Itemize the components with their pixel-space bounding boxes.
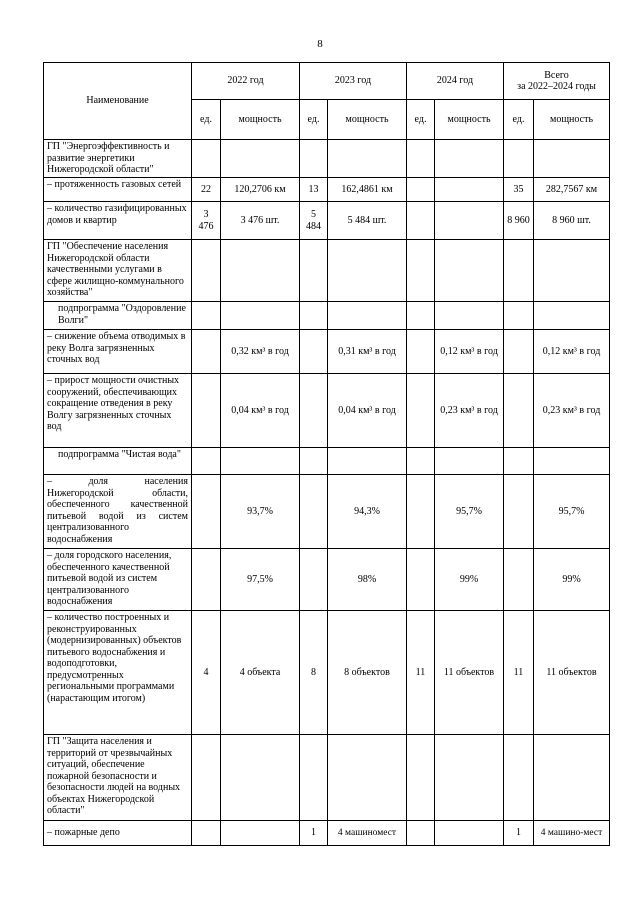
- row-name: – прирост мощности очистных сооружений, обеспечивающих сокращение отведения в реку Волгу загрязненных сточных вод: [44, 374, 192, 448]
- cell: [192, 475, 221, 549]
- cell: 22: [192, 178, 221, 202]
- cell: [534, 240, 610, 302]
- cell: 120,2706 км: [221, 178, 300, 202]
- cell: [221, 821, 300, 846]
- cell: [300, 330, 328, 374]
- header-power: мощность: [534, 100, 610, 140]
- cell: 11: [504, 611, 534, 735]
- cell: [407, 140, 435, 178]
- cell: 13: [300, 178, 328, 202]
- cell: [328, 240, 407, 302]
- table-row: [44, 140, 610, 178]
- row-name: – доля городского населения, обеспеченного качественной питьевой водой из систем централизованного водоснабжения: [44, 549, 192, 611]
- cell: [504, 330, 534, 374]
- cell: [504, 549, 534, 611]
- cell: [504, 302, 534, 330]
- cell: [328, 302, 407, 330]
- row-name: – пожарные депо: [44, 821, 192, 846]
- cell: [407, 178, 435, 202]
- cell: [435, 178, 504, 202]
- cell: [192, 240, 221, 302]
- header-total: [504, 63, 610, 100]
- cell: 0,04 км³ в год: [328, 374, 407, 448]
- cell: [192, 330, 221, 374]
- cell: [192, 302, 221, 330]
- page-number: 8: [317, 38, 323, 50]
- cell: [407, 302, 435, 330]
- cell: [435, 821, 504, 846]
- cell: [300, 735, 328, 821]
- cell: [300, 302, 328, 330]
- table-row: [44, 448, 610, 475]
- cell: 5 484: [300, 202, 328, 240]
- cell: 93,7%: [221, 475, 300, 549]
- cell: 95,7%: [534, 475, 610, 549]
- header-unit: ед.: [300, 100, 328, 140]
- header-unit: ед.: [407, 100, 435, 140]
- row-name: – снижение объема отводимых в реку Волга загрязненных сточных вод: [44, 330, 192, 374]
- header-name: Наименование: [44, 63, 192, 140]
- cell: [435, 448, 504, 475]
- cell: [407, 821, 435, 846]
- cell: 162,4861 км: [328, 178, 407, 202]
- header-power: мощность: [328, 100, 407, 140]
- cell: 0,32 км³ в год: [221, 330, 300, 374]
- cell: [407, 240, 435, 302]
- row-name: ГП "Защита населения и территорий от чрезвычайных ситуаций, обеспечение пожарной безопасности и безопасности людей на водных объектах Нижегородской области": [44, 735, 192, 821]
- table-row: [44, 475, 610, 549]
- cell: [192, 374, 221, 448]
- cell: [300, 549, 328, 611]
- header-year-2024: 2024 год: [407, 63, 504, 100]
- header-year-2022: 2022 год: [192, 63, 300, 100]
- cell: 98%: [328, 549, 407, 611]
- cell: 35: [504, 178, 534, 202]
- cell: 94,3%: [328, 475, 407, 549]
- table-row: [44, 240, 610, 302]
- cell: [192, 140, 221, 178]
- cell: [435, 302, 504, 330]
- cell: 95,7%: [435, 475, 504, 549]
- cell: [504, 240, 534, 302]
- cell: [504, 140, 534, 178]
- cell: 1: [300, 821, 328, 846]
- cell: [407, 330, 435, 374]
- table-row: [44, 374, 610, 448]
- cell: [504, 448, 534, 475]
- table-row: [44, 178, 610, 202]
- cell: [221, 735, 300, 821]
- cell: 8 960 шт.: [534, 202, 610, 240]
- cell: 3 476 шт.: [221, 202, 300, 240]
- cell: 4: [192, 611, 221, 735]
- cell: 0,23 км³ в год: [534, 374, 610, 448]
- cell: 4 объекта: [221, 611, 300, 735]
- table-row: [44, 549, 610, 611]
- cell: 4 машиномест: [328, 821, 407, 846]
- program-results-table: [43, 62, 610, 846]
- cell: 0,12 км³ в год: [435, 330, 504, 374]
- cell: [407, 448, 435, 475]
- cell: 1: [504, 821, 534, 846]
- table-row: [44, 330, 610, 374]
- row-name: – количество построенных и реконструированных (модернизированных) объектов питьевого водоснабжения и водоподготовки, предусмотренных региональными программами (нарастающим итогом): [44, 611, 192, 735]
- row-name: – протяженность газовых сетей: [44, 178, 192, 202]
- header-total-line2: за 2022–2024 годы: [517, 81, 596, 92]
- cell: [534, 302, 610, 330]
- cell: [504, 374, 534, 448]
- cell: [192, 549, 221, 611]
- cell: 0,31 км³ в год: [328, 330, 407, 374]
- cell: 0,04 км³ в год: [221, 374, 300, 448]
- row-name: подпрограмма "Чистая вода": [44, 448, 192, 475]
- cell: 99%: [435, 549, 504, 611]
- cell: [328, 735, 407, 821]
- header-power: мощность: [221, 100, 300, 140]
- table-row: [44, 611, 610, 735]
- cell: 11 объектов: [435, 611, 504, 735]
- cell: [407, 475, 435, 549]
- cell: [435, 735, 504, 821]
- cell: 282,7567 км: [534, 178, 610, 202]
- cell: [221, 140, 300, 178]
- cell: [300, 475, 328, 549]
- cell: [192, 448, 221, 475]
- cell: 4 машино-мест: [534, 821, 610, 846]
- header-unit: ед.: [192, 100, 221, 140]
- cell: [300, 240, 328, 302]
- cell: [435, 240, 504, 302]
- header-power: мощность: [435, 100, 504, 140]
- cell: 8 объектов: [328, 611, 407, 735]
- cell: [221, 302, 300, 330]
- cell: [328, 140, 407, 178]
- header-unit: ед.: [504, 100, 534, 140]
- cell: 11: [407, 611, 435, 735]
- cell: [435, 140, 504, 178]
- cell: 8 960: [504, 202, 534, 240]
- cell: 8: [300, 611, 328, 735]
- cell: [221, 240, 300, 302]
- header-total-line1: Всего: [544, 69, 569, 81]
- cell: [534, 140, 610, 178]
- table-row: [44, 302, 610, 330]
- header-year-2023: 2023 год: [300, 63, 407, 100]
- cell: [534, 448, 610, 475]
- cell: [192, 821, 221, 846]
- row-name: ГП "Энергоэффективность и развитие энергетики Нижегородской области": [44, 140, 192, 178]
- cell: [407, 549, 435, 611]
- cell: 11 объектов: [534, 611, 610, 735]
- cell: [192, 735, 221, 821]
- cell: [407, 735, 435, 821]
- row-name: ГП "Обеспечение населения Нижегородской области качественными услугами в сфере жилищно-коммунального хозяйства": [44, 240, 192, 302]
- cell: 97,5%: [221, 549, 300, 611]
- cell: [534, 735, 610, 821]
- row-name: подпрограмма "Оздоровление Волги": [44, 302, 192, 330]
- cell: 0,12 км³ в год: [534, 330, 610, 374]
- table-row: [44, 202, 610, 240]
- cell: [435, 202, 504, 240]
- cell: [221, 448, 300, 475]
- cell: [407, 374, 435, 448]
- cell: 5 484 шт.: [328, 202, 407, 240]
- row-name: – доля населения Нижегородской области, обеспеченного качественной питьевой водой из систем централизованного водоснабжения: [44, 475, 192, 549]
- cell: [328, 448, 407, 475]
- row-name: – количество газифицированных домов и квартир: [44, 202, 192, 240]
- cell: 99%: [534, 549, 610, 611]
- cell: [300, 448, 328, 475]
- cell: [300, 140, 328, 178]
- cell: [300, 374, 328, 448]
- cell: [407, 202, 435, 240]
- cell: 0,23 км³ в год: [435, 374, 504, 448]
- cell: [504, 475, 534, 549]
- cell: [504, 735, 534, 821]
- cell: 3 476: [192, 202, 221, 240]
- table-row: [44, 735, 610, 821]
- table-row: [44, 821, 610, 846]
